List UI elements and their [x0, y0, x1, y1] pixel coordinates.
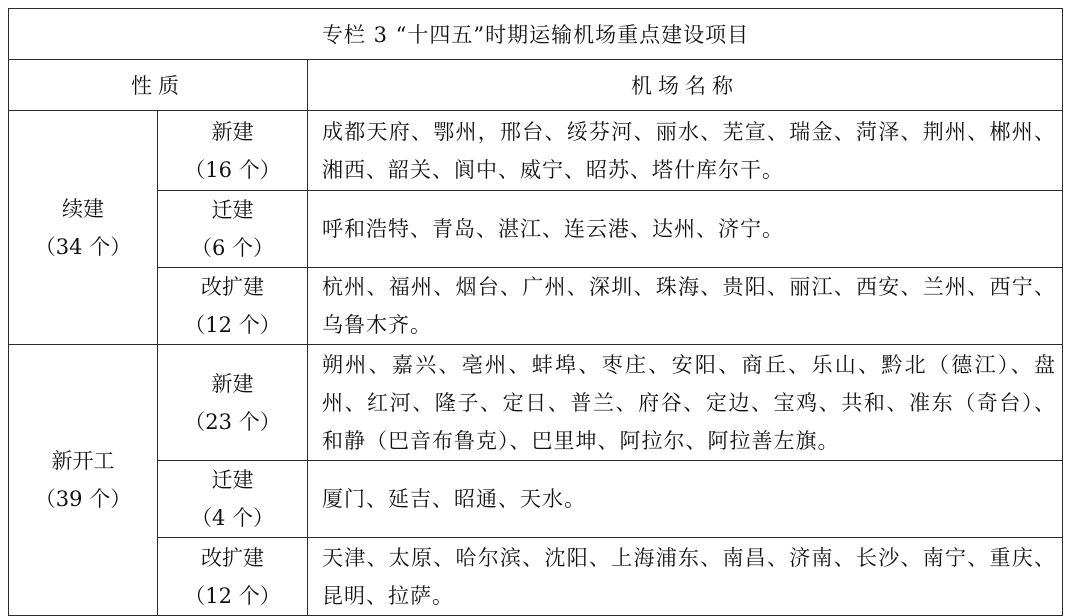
type-cell — [158, 111, 308, 191]
table-row — [9, 268, 1063, 345]
table-row — [9, 538, 1063, 616]
type-label: 新建 — [211, 371, 254, 396]
header-airport-names: 机场名称 — [308, 60, 1063, 111]
airport-list: 朔州、嘉兴、亳州、蚌埠、枣庄、安阳、商丘、乐山、黔北（德江）、盘州、红河、隆子、定日、普兰、府谷、定边、宝鸡、共和、准东（奇台）、和静（巴音布鲁克）、巴里坤、阿拉尔、阿拉善左旗。 — [308, 345, 1063, 461]
table-title-row — [9, 9, 1063, 60]
header-nature: 性质 — [9, 60, 308, 111]
table-row — [9, 345, 1063, 461]
table-title: 专栏 3 “十四五”时期运输机场重点建设项目 — [9, 9, 1063, 60]
type-label: 改扩建 — [201, 275, 264, 299]
category-label: 续建 — [62, 196, 104, 221]
type-label: 迁建 — [211, 468, 254, 492]
type-cell — [158, 191, 308, 268]
type-count: （12 个） — [184, 313, 281, 337]
category-count: （34 个） — [34, 234, 132, 259]
type-cell — [158, 268, 308, 345]
type-count: （16 个） — [184, 157, 281, 182]
type-count: （12 个） — [184, 583, 281, 608]
airport-list: 杭州、福州、烟台、广州、深圳、珠海、贵阳、丽江、西安、兰州、西宁、乌鲁木齐。 — [308, 268, 1063, 345]
type-label: 新建 — [211, 119, 254, 144]
table-header-row — [9, 60, 1063, 111]
type-cell — [158, 461, 308, 538]
type-count: （6 个） — [190, 236, 275, 260]
type-label: 迁建 — [211, 198, 254, 222]
category-count: （39 个） — [34, 487, 132, 511]
type-count: （23 个） — [184, 409, 281, 434]
type-cell — [158, 345, 308, 461]
category-cell-new-start — [9, 345, 158, 616]
table-row — [9, 111, 1063, 191]
table-row — [9, 191, 1063, 268]
type-count: （4 个） — [190, 506, 275, 530]
table-row — [9, 461, 1063, 538]
type-cell — [158, 538, 308, 616]
category-label: 新开工 — [51, 449, 115, 473]
airport-list: 成都天府、鄂州，邢台、绥芬河、丽水、芜宣、瑞金、菏泽、荆州、郴州、湘西、韶关、阆中、威宁、昭苏、塔什库尔干。 — [308, 111, 1063, 191]
airport-list: 天津、太原、哈尔滨、沈阳、上海浦东、南昌、济南、长沙、南宁、重庆、昆明、拉萨。 — [308, 538, 1063, 616]
airport-list: 厦门、延吉、昭通、天水。 — [308, 461, 1063, 538]
airport-projects-table — [8, 8, 1063, 616]
airport-list: 呼和浩特、青岛、湛江、连云港、达州、济宁。 — [308, 191, 1063, 268]
type-label: 改扩建 — [201, 545, 264, 570]
category-cell-continuing — [9, 111, 158, 345]
